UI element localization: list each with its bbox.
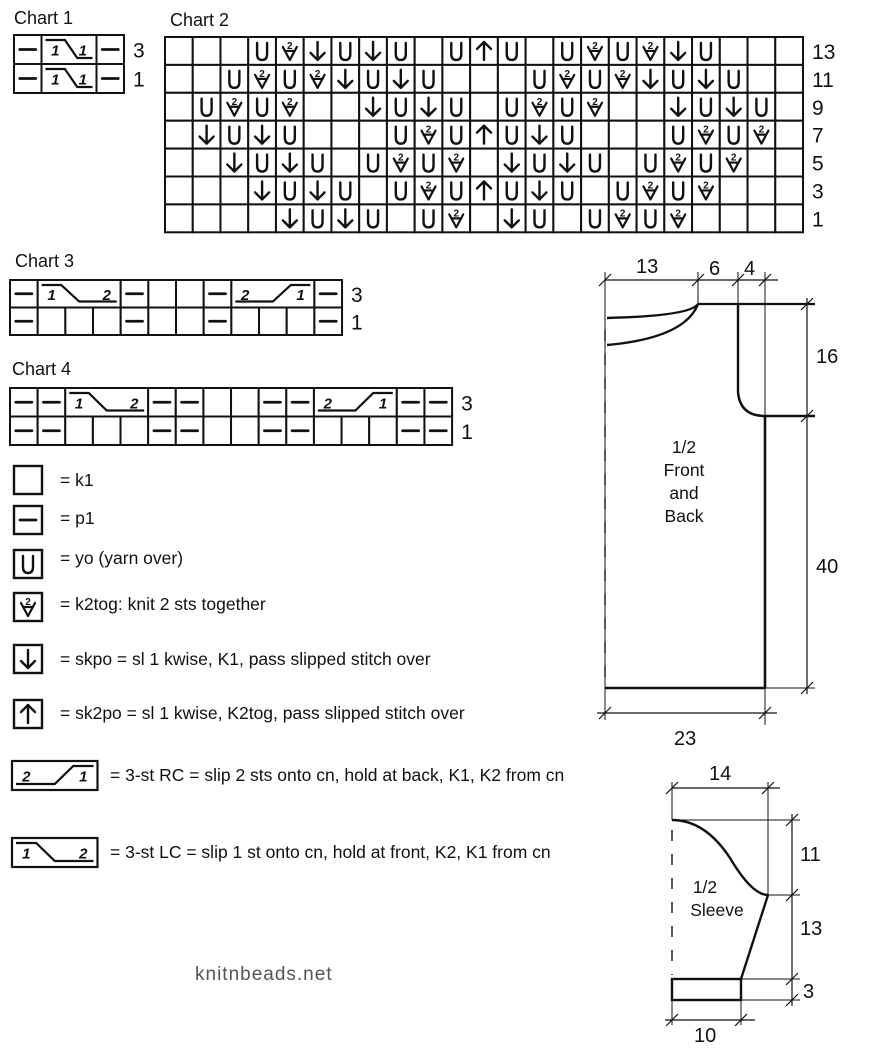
stitch-cell [359,177,387,205]
legend-text: = k1 [60,470,94,490]
stitch-cell [498,65,526,93]
chart-row [10,308,363,336]
cable-stitch-count: 1 [22,845,31,863]
stitch-cell [65,417,93,446]
svg-text:2: 2 [758,124,765,136]
stitch-cell [148,280,176,308]
stitch-cell [415,37,443,65]
stitch-cell [553,204,581,232]
chart-3 [10,251,363,335]
stitch-cell [304,93,332,121]
stitch-cell [581,177,609,205]
stitch-cell [231,308,259,336]
svg-text:2: 2 [703,180,709,192]
row-number: 7 [812,124,824,148]
chart-title: Chart 2 [170,10,230,30]
stitch-cell [203,388,231,417]
svg-text:2: 2 [730,152,737,164]
row-number: 11 [812,68,834,92]
svg-text:2: 2 [398,152,404,164]
legend-text: = p1 [60,508,95,528]
cable-stitch-count: 1 [78,71,87,89]
chart-row [165,121,824,149]
stitch-cell [65,308,93,336]
cable-stitch-count: 2 [79,845,88,863]
chart-row [10,280,363,308]
stitch-cell [609,121,637,149]
svg-text:2: 2 [453,152,460,164]
stitch-cell [470,65,498,93]
stitch-cell [231,388,259,417]
stitch-cell [314,417,342,446]
chart-row [165,93,824,121]
stitch-cell [775,37,803,65]
legend-text: = sk2po = sl 1 kwise, K2tog, pass slipped stitch over [60,703,465,723]
stitch-cell [193,204,221,232]
cable-stitch-count: 1 [47,286,56,304]
legend-item [14,645,431,673]
svg-text:2: 2 [647,40,654,52]
stitch-cell [203,417,231,446]
stitch-cell [193,65,221,93]
legend-item [14,700,465,728]
stitch-cell [287,308,315,336]
stitch-cell [231,417,259,446]
svg-text:2: 2 [703,124,709,136]
stitch-cell [775,149,803,177]
stitch-cell [748,149,776,177]
legend-text: = skpo = sl 1 kwise, K1, pass slipped stitch over [60,649,431,669]
cable-stitch-count: 1 [51,42,60,60]
svg-text:2: 2 [592,40,598,52]
chart-row [14,35,145,64]
stitch-cell [609,93,637,121]
dim-cuff-width: 10 [694,1025,717,1047]
stitch-cell [720,177,748,205]
cable-stitch-count: 1 [79,768,88,786]
dim-armhole-inset: 4 [744,258,756,280]
svg-text:2: 2 [536,96,543,108]
cable-stitch-count: 2 [323,395,332,413]
legend-item [14,466,94,494]
stitch-cell [331,149,359,177]
stitch-cell [165,204,193,232]
svg-text:2: 2 [619,68,626,80]
cable-stitch-count: 1 [296,286,305,304]
stitch-cell [775,177,803,205]
svg-text:2: 2 [675,152,681,164]
dim-sleeve-length: 13 [800,918,823,940]
stitch-cell [193,37,221,65]
stitch-cell [331,93,359,121]
legend-text: = yo (yarn over) [60,548,184,568]
dim-neck-width: 13 [636,256,659,278]
chart-title: Chart 1 [14,8,74,28]
legend-item [14,506,95,534]
stitch-cell [93,308,121,336]
stitch-cell [220,204,248,232]
legend-item [14,548,183,578]
row-number: 3 [133,39,145,63]
stitch-cell [775,93,803,121]
stitch-cell [165,93,193,121]
row-number: 9 [812,96,824,120]
stitch-cell [442,65,470,93]
chart-row [165,204,824,232]
svg-text:and: and [669,483,699,503]
svg-text:2: 2 [647,180,654,192]
cable-stitch-count: 1 [378,395,388,413]
row-number: 1 [812,208,824,232]
stitch-cell [720,204,748,232]
stitch-cell [259,308,287,336]
cable-stitch-count: 2 [22,768,31,786]
row-number: 1 [351,311,363,335]
svg-text:2: 2 [231,96,238,108]
chart-row [165,177,824,205]
cable-stitch-count: 1 [78,42,87,60]
cable-stitch-count: 1 [51,71,60,89]
svg-text:2: 2 [314,68,321,80]
svg-text:1/2: 1/2 [671,437,697,457]
stitch-cell [637,93,665,121]
stitch-cell [165,177,193,205]
svg-text:2: 2 [453,208,460,220]
stitch-cell [121,417,149,446]
stitch-cell [637,121,665,149]
svg-text:Front: Front [663,460,705,480]
legend-item [14,593,266,621]
svg-text:2: 2 [425,180,432,192]
stitch-cell [148,308,176,336]
cable-stitch-count: 1 [74,395,84,413]
row-number: 13 [812,40,836,64]
stitch-cell [609,149,637,177]
chart-2 [165,10,835,232]
stitch-cell [193,149,221,177]
front-back-schematic [597,272,815,725]
dim-shoulder-width: 6 [709,258,721,280]
dim-body-length: 40 [816,556,839,578]
svg-text:2: 2 [259,68,265,80]
legend-text: = 3-st LC = slip 1 st onto cn, hold at front, K2, K1 from cn [110,842,551,862]
svg-text:1/2: 1/2 [692,877,718,897]
chart-row [165,37,835,65]
stitch-cell [165,121,193,149]
row-number: 1 [133,68,145,92]
chart-row [165,65,834,93]
legend-symbol-box [14,466,42,494]
stitch-cell [342,417,370,446]
stitch-cell [775,121,803,149]
stitch-cell [248,204,276,232]
stitch-cell [526,37,554,65]
stitch-cell [304,121,332,149]
stitch-cell [331,121,359,149]
stitch-cell [470,149,498,177]
svg-text:2: 2 [287,40,293,52]
stitch-cell [220,37,248,65]
chart-row [165,149,824,177]
cable-stitch-count: 2 [102,286,112,304]
stitch-cell [720,37,748,65]
stitch-cell [748,37,776,65]
chart-title: Chart 3 [15,251,75,271]
stitch-cell [176,280,204,308]
row-number: 3 [351,283,363,307]
dim-sleeve-top: 14 [709,763,732,785]
stitch-cell [176,308,204,336]
dim-half-width: 23 [674,728,697,750]
stitch-cell [470,93,498,121]
stitch-cell [165,65,193,93]
stitch-cell [775,204,803,232]
legend-item [12,761,564,790]
stitch-cell [775,65,803,93]
row-number: 3 [812,180,824,204]
stitch-cell [748,65,776,93]
dim-cuff-height: 3 [803,981,815,1003]
stitch-cell [359,121,387,149]
stitch-cell [165,37,193,65]
legend-text: = 3-st RC = slip 2 sts onto cn, hold at back, K1, K2 from cn [110,765,565,785]
cable-stitch-count: 2 [241,286,250,304]
stitch-charts [10,8,835,445]
svg-text:2: 2 [564,68,571,80]
stitch-cell [369,417,397,446]
chart-row [10,388,473,417]
row-number: 1 [461,420,473,444]
dim-cap-height: 11 [800,844,821,866]
stitch-cell [38,308,66,336]
svg-text:Sleeve: Sleeve [690,900,744,920]
legend-item [12,838,551,867]
chart-title: Chart 4 [12,359,72,379]
sleeve-label [690,877,744,920]
stitch-cell [692,204,720,232]
row-number: 3 [461,392,473,416]
row-number: 5 [812,152,824,176]
symbol-legend [12,466,564,867]
svg-text:2: 2 [287,96,293,108]
chart-4 [10,359,473,445]
svg-text:2: 2 [425,124,432,136]
chart-row [14,64,145,93]
legend-text: = k2tog: knit 2 sts together [60,594,266,614]
stitch-cell [165,149,193,177]
svg-text:2: 2 [619,208,626,220]
chart-row [10,417,473,446]
stitch-cell [470,204,498,232]
dim-armhole-depth: 16 [816,346,839,368]
svg-text:2: 2 [675,208,681,220]
svg-text:2: 2 [592,96,598,108]
svg-text:Back: Back [664,506,704,526]
stitch-cell [93,417,121,446]
watermark: knitnbeads.net [195,964,333,985]
svg-text:2: 2 [25,597,31,608]
stitch-cell [387,204,415,232]
stitch-cell [581,121,609,149]
chart-1 [14,8,145,93]
stitch-cell [748,204,776,232]
stitch-cell [748,177,776,205]
front-back-label [664,437,705,526]
stitch-cell [220,177,248,205]
stitch-cell [193,177,221,205]
cable-stitch-count: 2 [130,395,139,413]
